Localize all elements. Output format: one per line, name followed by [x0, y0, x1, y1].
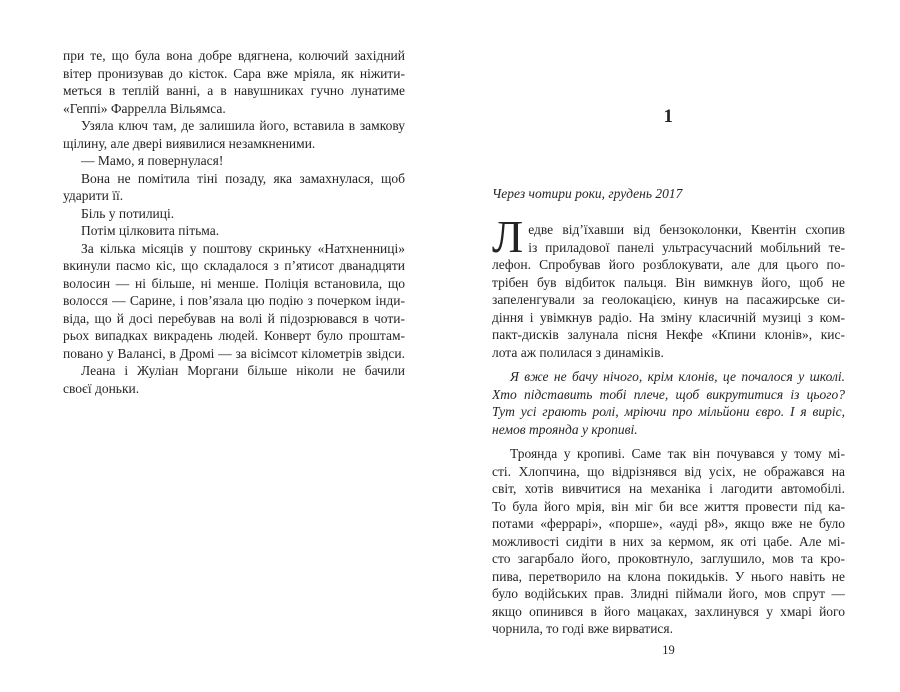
text-line: едве від’їхавши від бензоколонки, Квентін схопив	[528, 222, 845, 237]
text-line: Леана і Жуліан Моргани більше ніколи не бачили	[81, 363, 405, 378]
text-line: віда, що й досі перебував на волі й підозрювався в чоти-	[63, 310, 405, 326]
text-line: За кілька місяців у поштову скриньку «Натхненниці»	[81, 240, 405, 256]
text-line: із приладової панелі ультрасучасний мобільний те-	[528, 239, 845, 255]
text-line: сто загарбало його, проковтнуло, заглушило, мов та кро-	[492, 551, 845, 566]
text-line: То була його мрія, він міг би все життя провести під ка-	[492, 498, 845, 514]
left-page	[63, 47, 405, 397]
text-line: Потім цілковита пітьма.	[81, 223, 220, 238]
text-line: при те, що була вона добре вдягнена, колючий західний	[63, 48, 405, 63]
paragraph	[492, 211, 845, 361]
paragraph	[492, 368, 845, 438]
text-line: «Геппі» Фаррелла Вільямса.	[63, 100, 226, 116]
drop-cap-letter: Л	[492, 211, 524, 262]
text-line: якщо опинився в його мацаках, захлинувся у хмарі його	[492, 603, 845, 619]
chapter-dateline: Через чотири роки, грудень 2017	[492, 186, 683, 201]
text-line: волосся — Сарине, і пов’язала цю подію з почерком інди-	[63, 293, 405, 308]
text-line: повано у Валансі, в Дромі — за вісімсот кілометрів звідси.	[63, 345, 405, 361]
text-line: світ, хотів вивчитися на механіка і лагодити автомобілі.	[492, 481, 845, 496]
text-line: лота аж полилася з динаміків.	[492, 344, 664, 360]
text-line: потами «феррарі», «порше», «ауді р8», якщо вже не було	[492, 516, 845, 531]
text-line: пива, перетворило на клона покидьків. У нього навіть не	[492, 568, 845, 584]
text-line: Біль у потилиці.	[81, 205, 175, 221]
text-line: Троянда у кропиві. Саме так він почувався у тому мі-	[510, 446, 845, 461]
text-line: діння і увімкнув радіо. На зміну класичній музиці з ком-	[492, 309, 845, 325]
text-line: пакт-дисків залунала пісня Некфе «Кпини клонів», кис-	[492, 327, 845, 342]
page-number: 19	[662, 643, 675, 657]
text-line: запеленгували за геолокацією, кинув на пасажирське си-	[492, 292, 845, 307]
text-line: волосин — ні більше, ні менше. Поліція встановила, що	[63, 275, 405, 291]
text-line: щілину, але двері виявилися незамкненими.	[63, 135, 316, 151]
text-line: чорнила, то годі вже вирватися.	[492, 621, 674, 636]
text-line: трібен був відбиток пальця. Він вимкнув його, щоб не	[492, 274, 845, 290]
text-line: Тут усі грають ролі, мріючи про мільйони євро. І я виріс,	[492, 404, 845, 419]
text-line: Я вже не бачу нічого, крім клонів, це почалося у школі.	[510, 369, 845, 384]
chapter-body	[492, 211, 845, 638]
text-line: лефон. Спробував його розблокувати, але для цього по-	[492, 257, 845, 272]
chapter-number: 1	[663, 106, 674, 127]
paragraph	[492, 445, 845, 638]
text-line: меться в теплій ванні, а в навушниках гучно лунатиме	[63, 83, 405, 98]
text-line: вкинули пасмо кіс, що складалося з п’ятисот дванадцяти	[63, 258, 405, 273]
text-line: можливості сидіти в них за кермом, як оті цабе. Але мі-	[492, 533, 845, 549]
text-line: Хто підставить тобі плече, щоб викрутитися із цього?	[492, 386, 845, 402]
text-line: Вона не помітила тіні позаду, яка замахнулася, щоб	[81, 170, 405, 186]
text-line: ударити її.	[63, 188, 124, 203]
text-line: рьох випадках викрадень людей. Конверт було проштам-	[63, 328, 405, 343]
text-line: було водійських прав. Злидні піймали його, мов спрут —	[492, 586, 845, 601]
text-line: вітер пронизував до кісток. Сара вже мріяла, як ніжити-	[63, 65, 405, 81]
text-line: своєї доньки.	[63, 380, 140, 396]
text-line: немов троянда у кропиві.	[492, 421, 638, 437]
text-line: — Мамо, я повернулася!	[81, 153, 224, 168]
text-line: сті. Хлопчина, що відрізнявся від усіх, не ображався на	[492, 463, 845, 479]
right-page	[492, 106, 845, 638]
text-line: Узяла ключ там, де залишила його, вставила в замкову	[81, 118, 405, 133]
